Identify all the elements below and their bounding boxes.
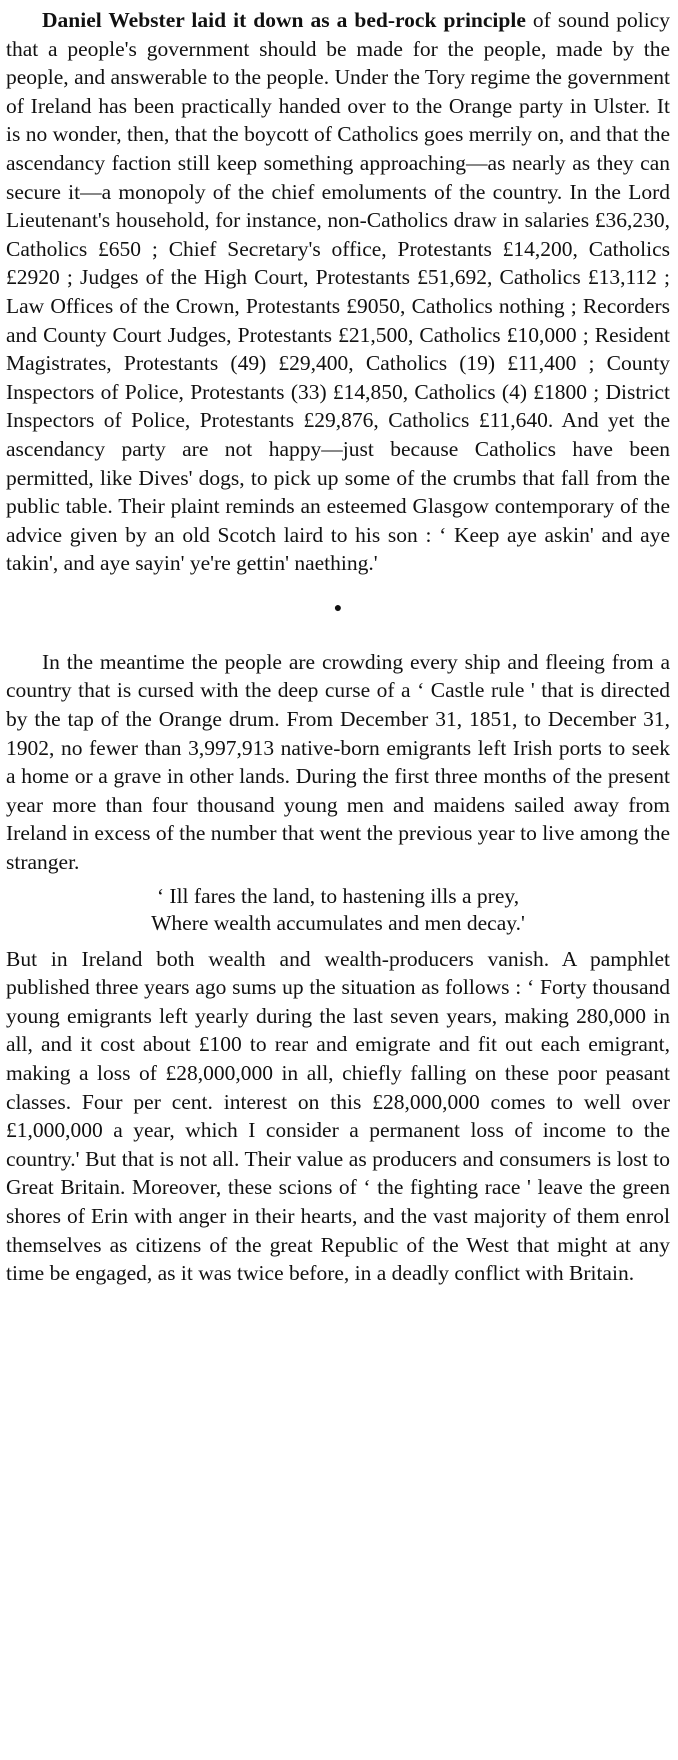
verse-quote-line-2: Where wealth accumulates and men decay.' <box>151 910 525 935</box>
verse-quote-line-1: ‘ Ill fares the land, to hastening ills a prey, <box>156 883 520 908</box>
verse-quote <box>6 883 670 937</box>
section-divider-dot <box>6 584 670 634</box>
dot-ornament-icon: ● <box>333 600 343 616</box>
paragraph-1 <box>6 6 670 578</box>
paragraph-2: In the meantime the people are crowding every ship and fleeing from a country that is cursed with the deep curse of a ‘ Castle rule ' that is directed by the tap of the Orange drum. From December 31, 1851, to December 31, 1902, no fewer than 3,997,913 native-born emigrants left Irish ports to seek a home or a grave in other lands. During the first three months of the present year more than four thousand young men and maidens sailed away from Ireland in excess of the number that went the previous year to live among the stranger. <box>6 649 670 875</box>
paragraph-1-text: of sound policy that a people's government should be made for the people, made by the people, and answerable to the people. Under the Tory regime the government of Ireland has been practically handed over to the Orange party in Ulster. It is no wonder, then, that the boycott of Catholics goes merrily on, and that the ascendancy faction still keep something approaching—as nearly as they can secure it—a monopoly of the chief emoluments of the country. In the Lord Lieutenant's household, for instance, non-Catholics draw in salaries £36,230, Catholics £650 ; Chief Secretary's office, Protestants £14,200, Catholics £2920 ; Judges of the High Court, Protestants £51,692, Catholics £13,112 ; Law Offices of the Crown, Protestants £9050, Catholics nothing ; Recorders and County Court Judges, Protestants £21,500, Catholics £10,000 ; Resident Magistrates, Protestants (49) £29,400, Catholics (19) £11,400 ; County Inspectors of Police, Protestants (33) £14,850, Catholics (4) £1800 ; District Inspectors of Police, Protestants £29,876, Catholics £11,640. And yet the ascendancy party are not happy—just because Catholics have been permitted, like Dives' dogs, to pick up some of the crumbs that fall from the public table. Their plaint reminds an esteemed Glasgow contemporary of the advice given by an old Scotch laird to his son : ‘ Keep aye askin' and aye takin', and aye sayin' ye're gettin' naething.' <box>6 8 670 576</box>
paragraph-1-lead: Daniel Webster laid it down as a bed-rock principle <box>42 8 526 32</box>
paragraph-3: But in Ireland both wealth and wealth-producers vanish. A pamphlet published three years ago sums up the situation as follows : ‘ Forty thousand young emigrants left yearly during the last seven years, making 280,000 in all, and it cost about £100 to rear and emigrate and fit out each emigrant, making a loss of £28,000,000 in all, chiefly falling on these poor peasant classes. Four per cent. interest on this £28,000,000 comes to well over £1,000,000 a year, which I consider a permanent loss of income to the country.' But that is not all. Their value as producers and consumers is lost to Great Britain. Moreover, these scions of ‘ the fighting race ' leave the green shores of Erin with anger in their hearts, and the vast majority of them enrol themselves as citizens of the great Republic of the West that might at any time be engaged, as it was twice before, in a deadly conflict with Britain. <box>6 946 670 1286</box>
